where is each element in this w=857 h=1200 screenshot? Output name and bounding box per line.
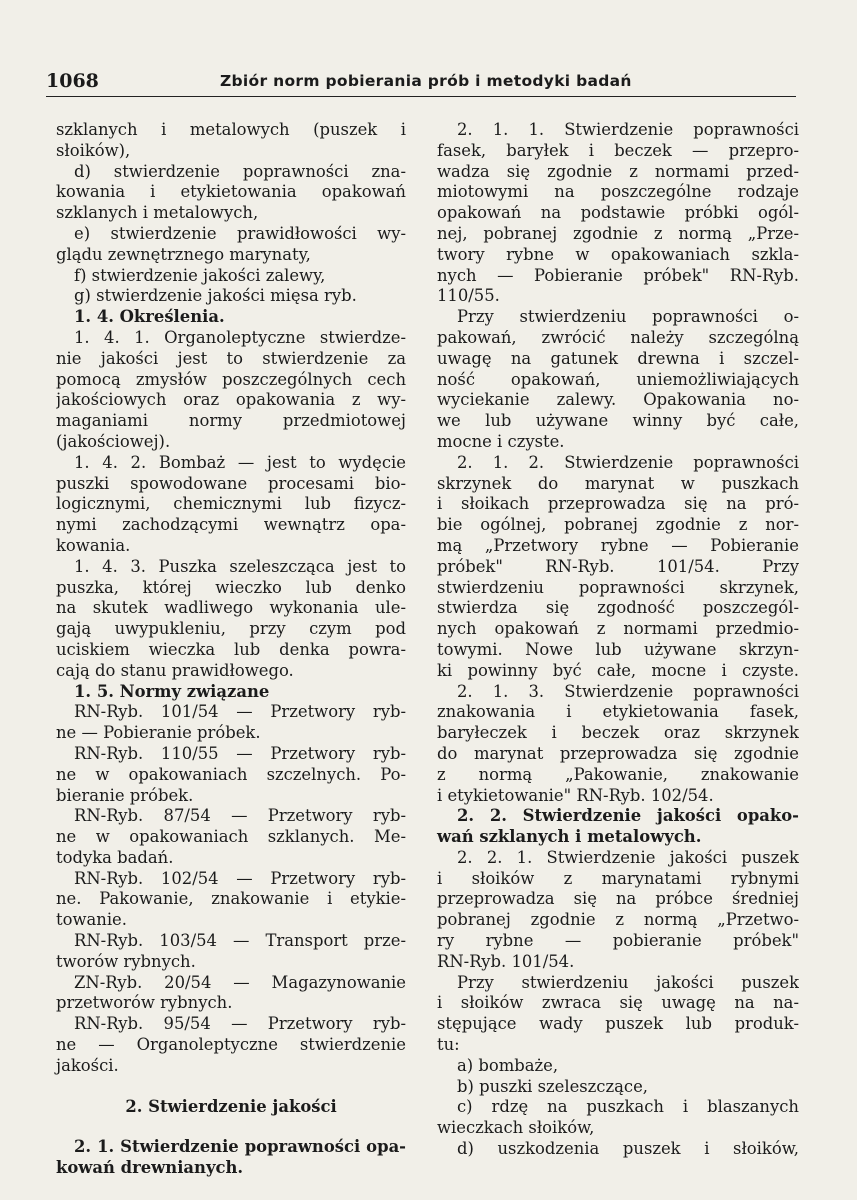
text-line: cają do stanu prawidłowego.	[56, 660, 294, 680]
text-line: d) uszkodzenia puszek i słoików,	[457, 1139, 799, 1159]
text-line: ne — Pobieranie próbek.	[56, 723, 261, 743]
text-line: pakowań, zwrócić należy szczególną	[437, 327, 799, 347]
text-line: 1. 4. 2. Bombaż — jest to wydęcie	[74, 452, 406, 472]
text-line: puszka, której wieczko lub denko	[56, 577, 406, 597]
text-line: 1. 5. Normy związane	[74, 681, 270, 701]
text-line: pobranej zgodnie z normą „Przetwo-	[437, 910, 799, 930]
text-line: twory rybne w opakowaniach szkla-	[437, 244, 799, 264]
text-line: c) rdzę na puszkach i blaszanych	[457, 1097, 799, 1117]
text-line: RN-Ryb. 87/54 — Przetwory ryb-	[74, 806, 406, 826]
text-line: z normą „Pakowanie, znakowanie	[437, 764, 799, 784]
text-line: b) puszki szeleszczące,	[457, 1076, 648, 1096]
text-line: słoików),	[56, 140, 131, 160]
text-line: ne w opakowaniach szczelnych. Po-	[56, 764, 406, 784]
text-line: 1. 4. 1. Organoleptyczne stwierdze-	[74, 327, 406, 347]
text-line: ki powinny być całe, mocne i czyste.	[437, 660, 799, 680]
running-title: Zbiór norm pobierania prób i metodyki badań	[220, 72, 632, 90]
text-line: przeprowadza się na próbce średniej	[437, 889, 799, 909]
text-line: Przy stwierdzeniu poprawności o-	[457, 307, 799, 327]
text-line: kowań drewnianych.	[56, 1158, 244, 1178]
text-line: i etykietowanie" RN-Ryb. 102/54.	[437, 785, 714, 805]
text-line: jakości.	[56, 1055, 119, 1075]
text-line: towymi. Nowe lub używane skrzyn-	[437, 639, 799, 659]
text-line: ne. Pakowanie, znakowanie i etykie-	[56, 889, 406, 909]
text-line: maganiami normy przedmiotowej	[56, 411, 406, 431]
text-line: RN-Ryb. 95/54 — Przetwory ryb-	[74, 1014, 406, 1034]
text-line: 110/55.	[437, 286, 500, 306]
text-line: i słoików z marynatami rybnymi	[437, 868, 799, 888]
text-line: RN-Ryb. 101/54.	[437, 951, 575, 971]
text-line: nie jakości jest to stwierdzenie za	[56, 348, 406, 368]
text-line: próbek" RN-Ryb. 101/54. Przy	[437, 556, 799, 576]
text-line: RN-Ryb. 101/54 — Przetwory ryb-	[74, 702, 406, 722]
text-line: f) stwierdzenie jakości zalewy,	[74, 265, 326, 285]
text-line: mą „Przetwory rybne — Pobieranie	[437, 535, 799, 555]
text-line: todyka badań.	[56, 847, 174, 867]
text-line: uwagę na gatunek drewna i szczel-	[437, 348, 799, 368]
text-line: d) stwierdzenie poprawności zna-	[74, 161, 406, 181]
text-line: g) stwierdzenie jakości mięsa ryb.	[74, 286, 357, 306]
spacer	[56, 1117, 406, 1137]
text-line: jakościowych oraz opakowania z wy-	[56, 390, 406, 410]
text-line: fasek, baryłek i beczek — przepro-	[437, 140, 799, 160]
text-line: RN-Ryb. 102/54 — Przetwory ryb-	[74, 868, 406, 888]
text-line: wyciekanie zalewy. Opakowania no-	[437, 390, 799, 410]
text-line: 1. 4. 3. Puszka szeleszcząca jest to	[74, 556, 406, 576]
text-line: puszki spowodowane procesami bio-	[56, 473, 406, 493]
text-line: RN-Ryb. 103/54 — Transport prze-	[74, 931, 406, 951]
text-line: na skutek wadliwego wykonania ule-	[56, 598, 406, 618]
text-line: kowania i etykietowania opakowań	[56, 182, 406, 202]
text-line: ZN-Ryb. 20/54 — Magazynowanie	[74, 972, 406, 992]
text-line: znakowania i etykietowania fasek,	[437, 702, 799, 722]
text-line: ry rybne — pobieranie próbek"	[437, 931, 799, 951]
text-line: 2. 2. 1. Stwierdzenie jakości puszek	[457, 847, 799, 867]
text-line: uciskiem wieczka lub denka powra-	[56, 639, 406, 659]
text-line: 2. 2. Stwierdzenie jakości opako-	[457, 806, 799, 826]
text-line: pomocą zmysłów poszczególnych cech	[56, 369, 406, 389]
text-line: tworów rybnych.	[56, 951, 196, 971]
text-line: ne — Organoleptyczne stwierdzenie	[56, 1035, 406, 1055]
text-line: tu:	[437, 1035, 460, 1055]
text-line: i słoików zwraca się uwagę na na-	[437, 993, 799, 1013]
text-line: nych opakowań z normami przedmio-	[437, 619, 799, 639]
text-line: kowania.	[56, 535, 131, 555]
right-text-column	[437, 120, 799, 1160]
text-line: ne w opakowaniach szklanych. Me-	[56, 827, 406, 847]
text-line: glądu zewnętrznego marynaty,	[56, 244, 311, 264]
text-line: stępujące wady puszek lub produk-	[437, 1014, 799, 1034]
text-line: miotowymi na poszczególne rodzaje	[437, 182, 799, 202]
text-line: opakowań na podstawie próbki ogól-	[437, 203, 799, 223]
page-number: 1068	[46, 70, 99, 92]
text-line: wań szklanych i metalowych.	[437, 827, 702, 847]
text-line: do marynat przeprowadza się zgodnie	[437, 743, 799, 763]
text-line: ność opakowań, uniemożliwiających	[437, 369, 799, 389]
text-line: stwierdza się zgodność poszczegól-	[437, 598, 799, 618]
left-text-column	[56, 120, 406, 1179]
text-line: wadza się zgodnie z normami przed-	[437, 161, 799, 181]
text-line: skrzynek do marynat w puszkach	[437, 473, 799, 493]
text-line: 2. 1. 2. Stwierdzenie poprawności	[457, 452, 799, 472]
text-line: 1. 4. Określenia.	[74, 307, 225, 327]
text-line: szklanych i metalowych,	[56, 203, 259, 223]
text-line: bie ogólnej, pobranej zgodnie z nor-	[437, 515, 799, 535]
text-line: stwierdzeniu poprawności skrzynek,	[437, 577, 799, 597]
text-line: i słoikach przeprowadza się na pró-	[437, 494, 799, 514]
text-line: wieczkach słoików,	[437, 1118, 595, 1138]
text-line: mocne i czyste.	[437, 431, 565, 451]
text-line: 2. 1. 3. Stwierdzenie poprawności	[457, 681, 799, 701]
text-line: (jakościowej).	[56, 431, 171, 451]
text-line: 2. 1. 1. Stwierdzenie poprawności	[457, 120, 799, 139]
page-header	[46, 66, 796, 97]
text-line: nych — Pobieranie próbek" RN-Ryb.	[437, 265, 799, 285]
text-line: e) stwierdzenie prawidłowości wy-	[74, 223, 406, 243]
text-line: 2. 1. Stwierdzenie poprawności opa-	[74, 1137, 406, 1157]
text-line: 2. Stwierdzenie jakości	[125, 1096, 337, 1116]
text-line: bieranie próbek.	[56, 785, 194, 805]
text-line: nymi zachodzącymi wewnątrz opa-	[56, 515, 406, 535]
text-line: Przy stwierdzeniu jakości puszek	[457, 972, 799, 992]
text-line: RN-Ryb. 110/55 — Przetwory ryb-	[74, 743, 406, 763]
text-line: nej, pobranej zgodnie z normą „Prze-	[437, 223, 799, 243]
text-line: szklanych i metalowych (puszek i	[56, 120, 406, 139]
text-line: przetworów rybnych.	[56, 993, 233, 1013]
text-line: towanie.	[56, 910, 127, 930]
text-line: a) bombaże,	[457, 1055, 559, 1075]
text-line: we lub używane winny być całe,	[437, 411, 799, 431]
text-line: logicznymi, chemicznymi lub fizycz-	[56, 494, 406, 514]
spacer	[56, 1077, 406, 1097]
text-line: baryłeczek i beczek oraz skrzynek	[437, 723, 799, 743]
text-line: gają uwypukleniu, przy czym pod	[56, 619, 406, 639]
